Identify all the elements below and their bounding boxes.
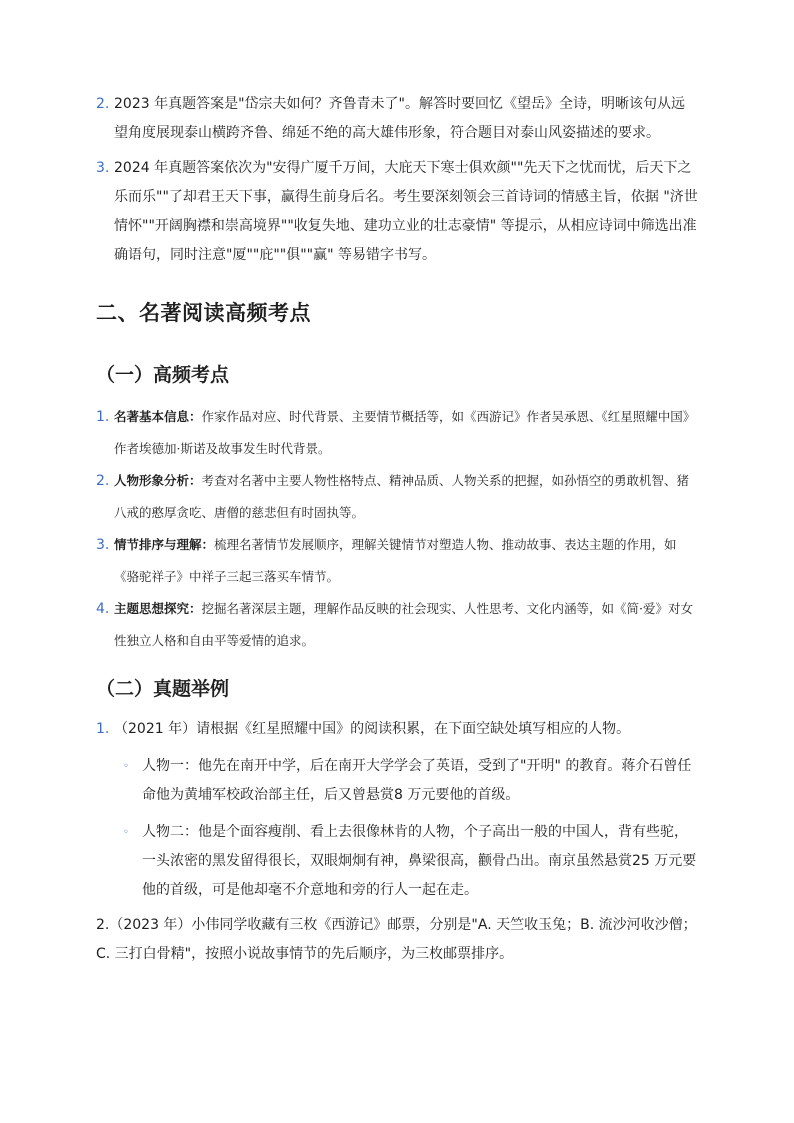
item-label: 主题思想探究： — [114, 601, 202, 616]
item-text: 考查对名著中主要人物性格特点、精神品质、人物关系的把握，如孙悟空的勇敢机智、猪八戒的憨厚贪吃、唐僧的慈悲但有时固执等。 — [114, 473, 690, 520]
bullet-text: 人物二：他是个面容瘦削、看上去很像林肯的人物，个子高出一般的中国人，背有些驼，一头浓密的黑发留得很长，双眼炯炯有神，鼻梁很高，颧骨凸出。南京虽然悬赏25 万元要他的首级，可是他却毫不介意地和旁的行人一起在走。 — [142, 824, 697, 898]
document-page — [96, 90, 698, 969]
list-item — [96, 401, 698, 465]
key-points-list — [96, 401, 698, 657]
subsection-heading: （一）高频考点 — [96, 364, 230, 386]
list-number: 4. — [96, 601, 110, 617]
item-text: 梳理名著情节发展顺序，理解关键情节对塑造人物、推动故事、表达主题的作用，如《骆驼祥子》中祥子三起三落买车情节。 — [114, 537, 677, 584]
item-label: 名著基本信息： — [114, 409, 202, 424]
question-text: 2.（2023 年）小伟同学收藏有三枚《西游记》邮票，分别是"A. 天竺收玉兔；B. 流沙河收沙僧；C. 三打白骨精"，按照小说故事情节的先后顺序，为三枚邮票排序。 — [96, 917, 697, 962]
answer-text: 2024 年真题答案依次为"安得广厦千万间，大庇天下寒士俱欢颜""先天下之忧而忧，后天下之乐而乐""了却君王天下事，赢得生前身后名。考生要深刻领会三首诗词的情感主旨，依据 "济世情怀""开阔胸襟和崇高境界""收复失地、建功立业的壮志豪情" 等提示，从相应诗词中筛选出准确语句，同时注意"厦""庇""俱""赢" 等易错字书写。 — [114, 160, 698, 263]
question-2 — [96, 911, 698, 969]
sub-bullet-item — [96, 752, 698, 810]
answer-item-2 — [96, 90, 698, 148]
list-number: 1. — [96, 721, 110, 737]
question-1 — [96, 715, 698, 744]
bullet-text: 人物一：他先在南开中学，后在南开大学学会了英语，受到了"开明" 的教育。蒋介石曾任命他为黄埔军校政治部主任，后又曾悬赏8 万元要他的首级。 — [142, 758, 692, 803]
item-label: 人物形象分析： — [114, 473, 202, 488]
list-number: 3. — [96, 160, 110, 176]
answer-item-3 — [96, 154, 698, 270]
list-item — [96, 465, 698, 529]
item-text: 挖掘名著深层主题，理解作品反映的社会现实、人性思考、文化内涵等，如《简·爱》对女性独立人格和自由平等爱情的追求。 — [114, 601, 693, 648]
list-number: 3. — [96, 537, 110, 553]
item-label: 情节排序与理解： — [114, 537, 215, 552]
bullet-icon: ◦ — [123, 761, 129, 772]
subsection-heading: （二）真题举例 — [96, 678, 230, 700]
list-number: 2. — [96, 96, 110, 112]
list-item — [96, 593, 698, 657]
answer-text: 2023 年真题答案是"岱宗夫如何？齐鲁青未了"。解答时要回忆《望岳》全诗，明晰该句从远望角度展现泰山横跨齐鲁、绵延不绝的高大雄伟形象，符合题目对泰山风姿描述的要求。 — [114, 96, 685, 141]
sub-bullet-item — [96, 818, 698, 905]
list-number: 2. — [96, 473, 110, 489]
bullet-icon: ◦ — [123, 827, 129, 838]
question-text: （2021 年）请根据《红星照耀中国》的阅读积累，在下面空缺处填写相应的人物。 — [114, 721, 631, 737]
item-text: 作家作品对应、时代背景、主要情节概括等，如《西游记》作者吴承恩、《红星照耀中国》作者埃德加·斯诺及故事发生时代背景。 — [114, 409, 696, 456]
section-heading: 二、名著阅读高频考点 — [96, 301, 311, 325]
list-number: 1. — [96, 409, 110, 425]
list-item — [96, 529, 698, 593]
